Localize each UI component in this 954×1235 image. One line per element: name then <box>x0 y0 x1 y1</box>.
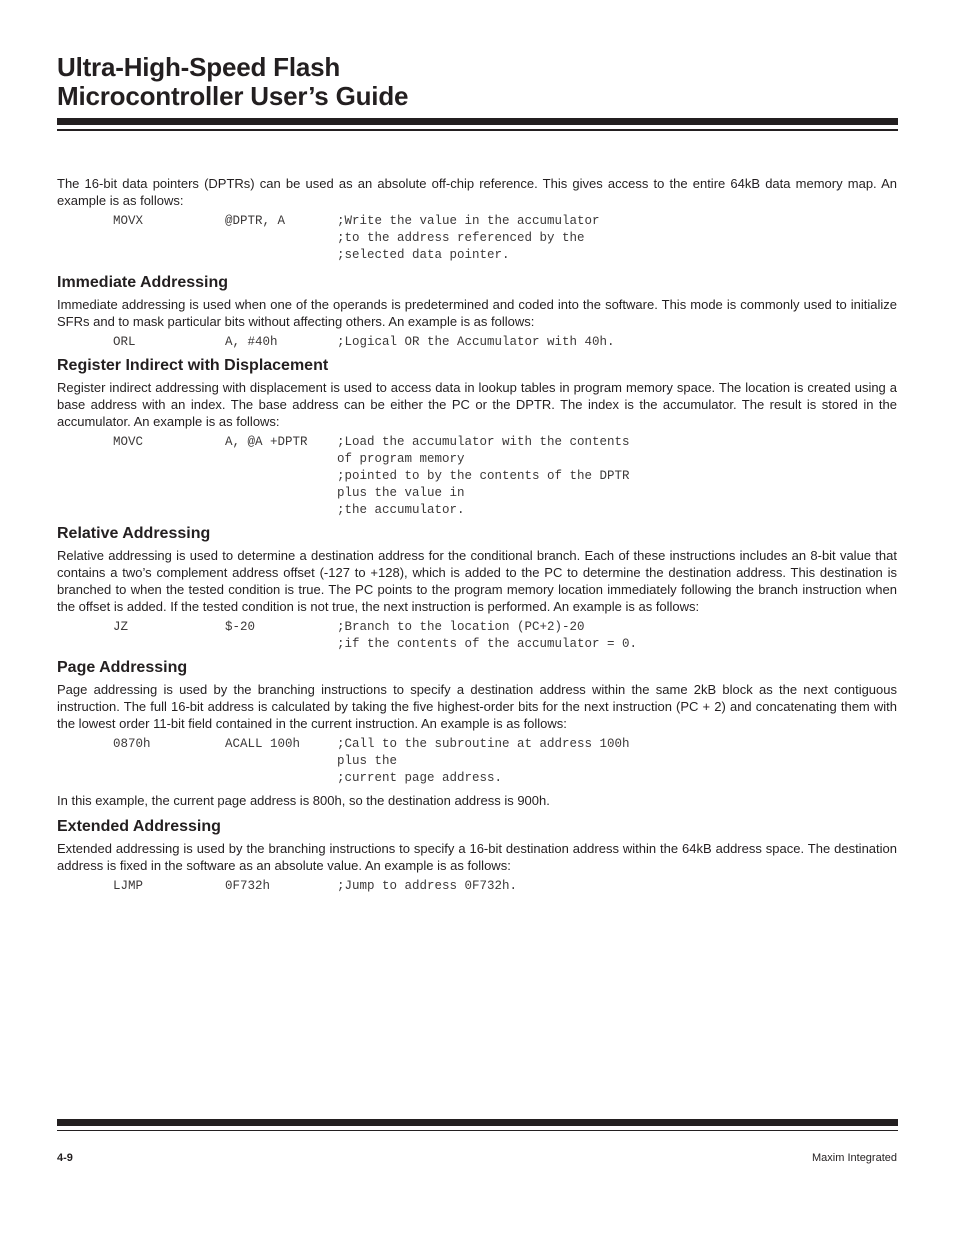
code-line <box>57 736 897 753</box>
code-line <box>57 753 897 770</box>
code-operand: @DPTR, A <box>225 214 286 228</box>
immediate-heading: Immediate Addressing <box>57 274 229 291</box>
extended-code-block <box>57 878 897 895</box>
code-line <box>57 485 897 502</box>
code-mnemonic: 0870h <box>113 737 151 751</box>
code-operand: ACALL 100h <box>225 737 301 751</box>
document-body <box>57 175 897 895</box>
relative-paragraph: Relative addressing is used to determine a destination address for the conditional branch. Each of these instructions includes an 8-bit value that contains a two’s complement address offset (-127 to +128), which is added to the PC to determine the destination address. This destination is branched to when the tested condition is true. The PC points to the program memory location immediately following the branch instruction when the offset is added. If the tested condition is not true, the next instruction is performed. An example is as follows: <box>57 548 897 614</box>
code-line <box>57 247 897 264</box>
code-operand: 0F732h <box>225 879 271 893</box>
register-indirect-code-block <box>57 434 897 519</box>
code-line <box>57 502 897 519</box>
footer-rule-thick <box>57 1119 898 1126</box>
code-line <box>57 451 897 468</box>
code-comment: plus the <box>337 754 398 768</box>
code-comment: ;pointed to by the contents of the DPTR <box>337 469 630 483</box>
extended-paragraph: Extended addressing is used by the branching instructions to specify a 16-bit destination address within the 64kB address space. The destination address is fixed in the software as an absolute value. An example is as follows: <box>57 841 897 873</box>
code-comment: ;Write the value in the accumulator <box>337 214 600 228</box>
title-line-1: Ultra-High-Speed Flash <box>57 52 341 82</box>
code-comment: ;current page address. <box>337 771 503 785</box>
code-operand: A, #40h <box>225 335 278 349</box>
page-number: 4-9 <box>57 1152 73 1164</box>
page-heading: Page Addressing <box>57 659 188 676</box>
code-comment: of program memory <box>337 452 465 466</box>
code-comment: ;if the contents of the accumulator = 0. <box>337 637 638 651</box>
intro-paragraph: The 16-bit data pointers (DPTRs) can be used as an absolute off-chip reference. This gives access to the entire 64kB data memory map. An example is as follows: <box>57 176 897 208</box>
extended-heading: Extended Addressing <box>57 818 221 835</box>
code-mnemonic: ORL <box>113 335 136 349</box>
code-comment: ;Logical OR the Accumulator with 40h. <box>337 335 615 349</box>
register-indirect-heading: Register Indirect with Displacement <box>57 357 329 374</box>
intro-code-block <box>57 213 897 264</box>
company-name: Maxim Integrated <box>812 1152 897 1164</box>
header-rule-thick <box>57 118 898 125</box>
register-indirect-paragraph: Register indirect addressing with displacement is used to access data in lookup tables in program memory space. The location is created using a base address with an index. The base address can be either the PC or the DPTR. The index is the accumulator. The result is stored in the accumulator. An example is as follows: <box>57 380 897 429</box>
document-title <box>57 53 408 111</box>
page-note: In this example, the current page address is 800h, so the destination address is 900h. <box>57 793 550 808</box>
code-line <box>57 619 897 636</box>
code-line <box>57 468 897 485</box>
code-line <box>57 213 897 230</box>
code-comment: ;the accumulator. <box>337 503 465 517</box>
code-line <box>57 230 897 247</box>
page-code-block <box>57 736 897 787</box>
code-line <box>57 770 897 787</box>
code-line <box>57 334 897 351</box>
code-line <box>57 434 897 451</box>
code-comment: ;to the address referenced by the <box>337 231 585 245</box>
code-mnemonic: MOVX <box>113 214 144 228</box>
immediate-paragraph: Immediate addressing is used when one of the operands is predetermined and coded into the software. This mode is commonly used to initialize SFRs and to mask particular bits without affecting others. An example is as follows: <box>57 297 897 329</box>
page-paragraph: Page addressing is used by the branching instructions to specify a destination address within the same 2kB block as the next contiguous instruction. The full 16-bit address is calculated by taking the five highest-order bits for the next instruction (PC + 2) and concatenating them with the lowest order 11-bit field contained in the current instruction. An example is as follows: <box>57 682 897 731</box>
code-mnemonic: MOVC <box>113 435 144 449</box>
footer-rule-thin <box>57 1130 898 1131</box>
code-comment: ;selected data pointer. <box>337 248 510 262</box>
code-line <box>57 878 897 895</box>
relative-heading: Relative Addressing <box>57 525 211 542</box>
header-rule-thin <box>57 129 898 131</box>
code-operand: A, @A +DPTR <box>225 435 308 449</box>
code-operand: $-20 <box>225 620 256 634</box>
relative-code-block <box>57 619 897 653</box>
code-line <box>57 636 897 653</box>
code-comment: ;Jump to address 0F732h. <box>337 879 518 893</box>
code-mnemonic: LJMP <box>113 879 144 893</box>
immediate-code-block <box>57 334 897 351</box>
code-mnemonic: JZ <box>113 620 129 634</box>
code-comment: ;Call to the subroutine at address 100h <box>337 737 630 751</box>
code-comment: ;Load the accumulator with the contents <box>337 435 630 449</box>
title-line-2: Microcontroller User’s Guide <box>57 81 409 111</box>
code-comment: ;Branch to the location (PC+2)-20 <box>337 620 585 634</box>
code-comment: plus the value in <box>337 486 465 500</box>
